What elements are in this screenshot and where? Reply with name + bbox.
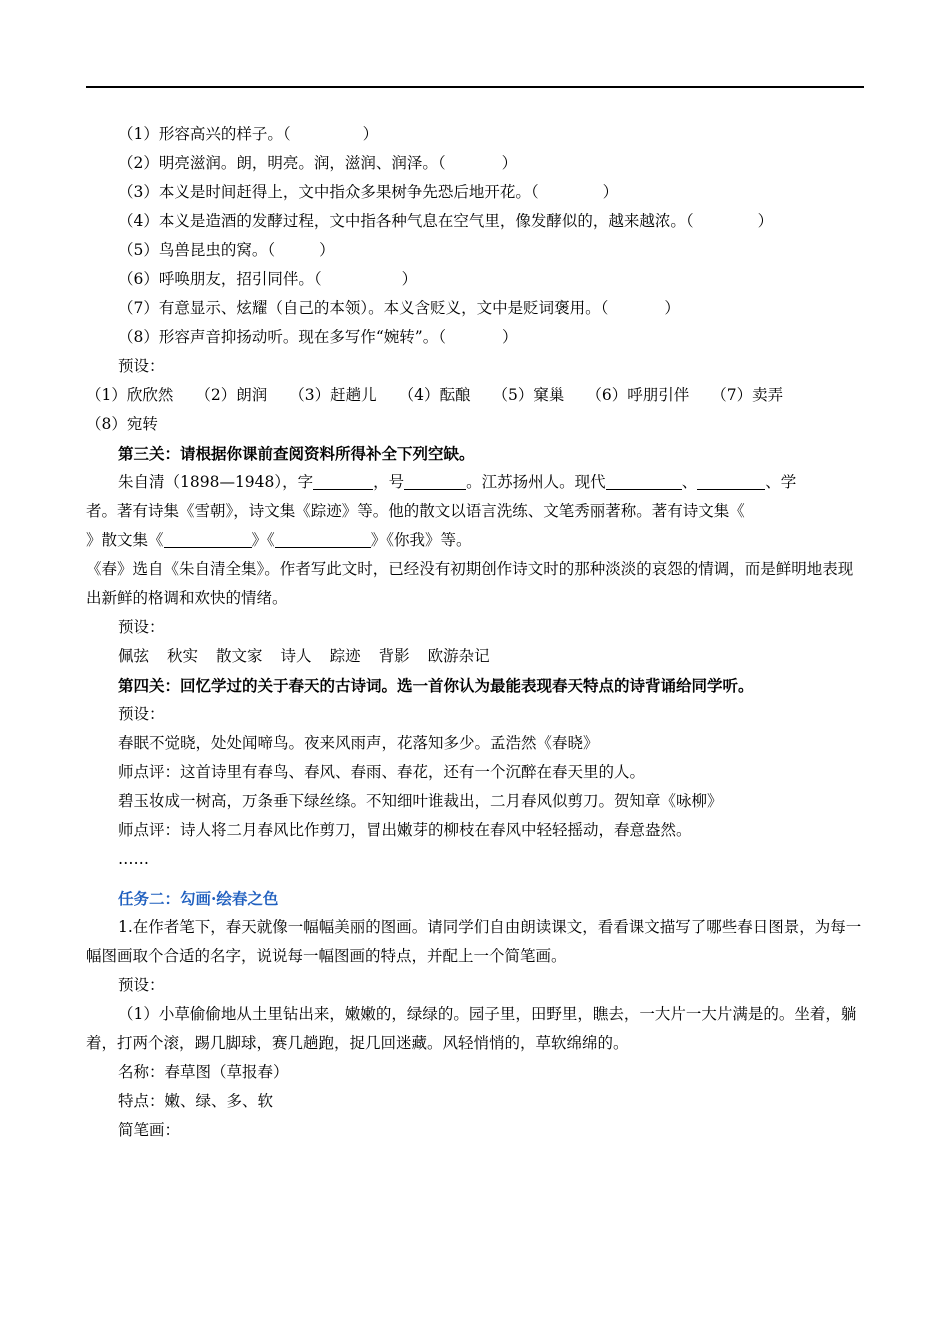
answer-item: （2）朗润 xyxy=(195,386,268,404)
keyword: 佩弦 xyxy=(118,647,150,665)
answer-item: （4）酝酿 xyxy=(398,386,471,404)
answer-item: （6）呼朋引伴 xyxy=(586,386,690,404)
preset-label-3: 预设： xyxy=(118,705,165,723)
answers-line xyxy=(86,381,864,410)
keyword: 踪迹 xyxy=(329,647,361,665)
keyword: 背影 xyxy=(378,647,410,665)
preset-label-2: 预设： xyxy=(118,618,165,636)
header-rule xyxy=(86,86,864,88)
blank-essay-collection xyxy=(275,529,371,548)
task2-answer: （1）小草偷偷地从土里钻出来，嫩嫩的，绿绿的。园子里，田野里，瞧去，一大片一大片满是的。坐着，躺着，打两个滚，踢几脚球，赛几趟跑，捉几回迷藏。风轻悄悄的，草软绵绵的。 xyxy=(86,1005,857,1052)
blank-identity-1 xyxy=(606,471,682,490)
preset-label-4: 预设： xyxy=(118,976,165,994)
level3-line2: 者。著有诗集《雪朝》，诗文集《踪迹》等。他的散文以语言洗练、文笔秀丽著称。著有诗文集《 xyxy=(86,502,745,520)
comment-1: 师点评：这首诗里有春鸟、春风、春雨、春花，还有一个沉醉在春天里的人。 xyxy=(118,763,646,781)
keyword: 散文家 xyxy=(216,647,263,665)
level3-line3: 》散文集《 》《 》《你我》等。 xyxy=(86,531,472,549)
meaning-item: （1）形容高兴的样子。（ ） xyxy=(118,125,379,143)
picture-name: 名称：春草图（草报春） xyxy=(118,1063,289,1081)
meaning-item: （2）明亮滋润。朗，明亮。润，滋润、润泽。（ ） xyxy=(118,154,518,172)
meaning-item: （7）有意显示、炫耀（自己的本领）。本义含贬义，文中是贬词褒用。（ ） xyxy=(118,299,680,317)
document-body xyxy=(86,120,864,1145)
level4-title: 第四关：回忆学过的关于春天的古诗词。选一首你认为最能表现春天特点的诗背诵给同学听。 xyxy=(118,676,754,695)
task2-title: 任务二：勾画·绘春之色 xyxy=(118,889,279,908)
meaning-item: （8）形容声音抑扬动听。现在多写作“婉转”。（ ） xyxy=(118,328,518,346)
poem-2: 碧玉妆成一树高，万条垂下绿丝绦。不知细叶谁裁出，二月春风似剪刀。贺知章《咏柳》 xyxy=(118,792,723,810)
level3-paragraph2: 《春》选自《朱自清全集》。作者写此文时，已经没有初期创作诗文时的那种淡淡的哀怨的情调，而是鲜明地表现出新鲜的格调和欢快的情绪。 xyxy=(86,560,854,607)
level3-line1: 朱自清（1898—1948），字 ，号 。江苏扬州人。现代 、 、学 xyxy=(118,473,797,491)
picture-features: 特点：嫩、绿、多、软 xyxy=(118,1092,274,1110)
level3-keywords xyxy=(118,642,864,671)
meaning-item: （5）鸟兽昆虫的窝。（ ） xyxy=(118,241,335,259)
blank-hao xyxy=(404,471,466,490)
answer-item: （3）赶趟儿 xyxy=(289,386,377,404)
meaning-item: （4）本义是造酒的发酵过程，文中指各种气息在空气里，像发酵似的，越来越浓。（ ） xyxy=(118,212,774,230)
answers-tail: （8）宛转 xyxy=(86,415,158,433)
answer-item: （7）卖弄 xyxy=(711,386,784,404)
meaning-list xyxy=(118,120,864,352)
meaning-item: （6）呼唤朋友，招引同伴。（ ） xyxy=(118,270,418,288)
comment-2: 师点评：诗人将二月春风比作剪刀，冒出嫩芽的柳枝在春风中轻轻摇动，春意盎然。 xyxy=(118,821,692,839)
answer-item: （1）欣欣然 xyxy=(86,386,174,404)
keyword: 欧游杂记 xyxy=(427,647,490,665)
task2-question: 1.在作者笔下，春天就像一幅幅美丽的图画。请同学们自由朗读课文，看看课文描写了哪些春日图景，为每一幅图画取个合适的名字，说说每一幅图画的特点，并配上一个简笔画。 xyxy=(86,918,862,965)
blank-poetry-collection xyxy=(164,529,252,548)
keyword: 秋实 xyxy=(167,647,199,665)
level3-title: 第三关：请根据你课前查阅资料所得补全下列空缺。 xyxy=(118,444,475,463)
ellipsis: …… xyxy=(118,850,149,868)
blank-zi xyxy=(313,471,373,490)
blank-identity-2 xyxy=(697,471,765,490)
keyword: 诗人 xyxy=(280,647,312,665)
preset-label: 预设： xyxy=(118,357,165,375)
poem-1: 春眠不觉晓，处处闻啼鸟。夜来风雨声，花落知多少。孟浩然《春晓》 xyxy=(118,734,599,752)
answer-item: （5）窠巢 xyxy=(492,386,565,404)
meaning-item: （3）本义是时间赶得上，文中指众多果树争先恐后地开花。（ ） xyxy=(118,183,619,201)
picture-sketch: 简笔画： xyxy=(118,1121,181,1139)
